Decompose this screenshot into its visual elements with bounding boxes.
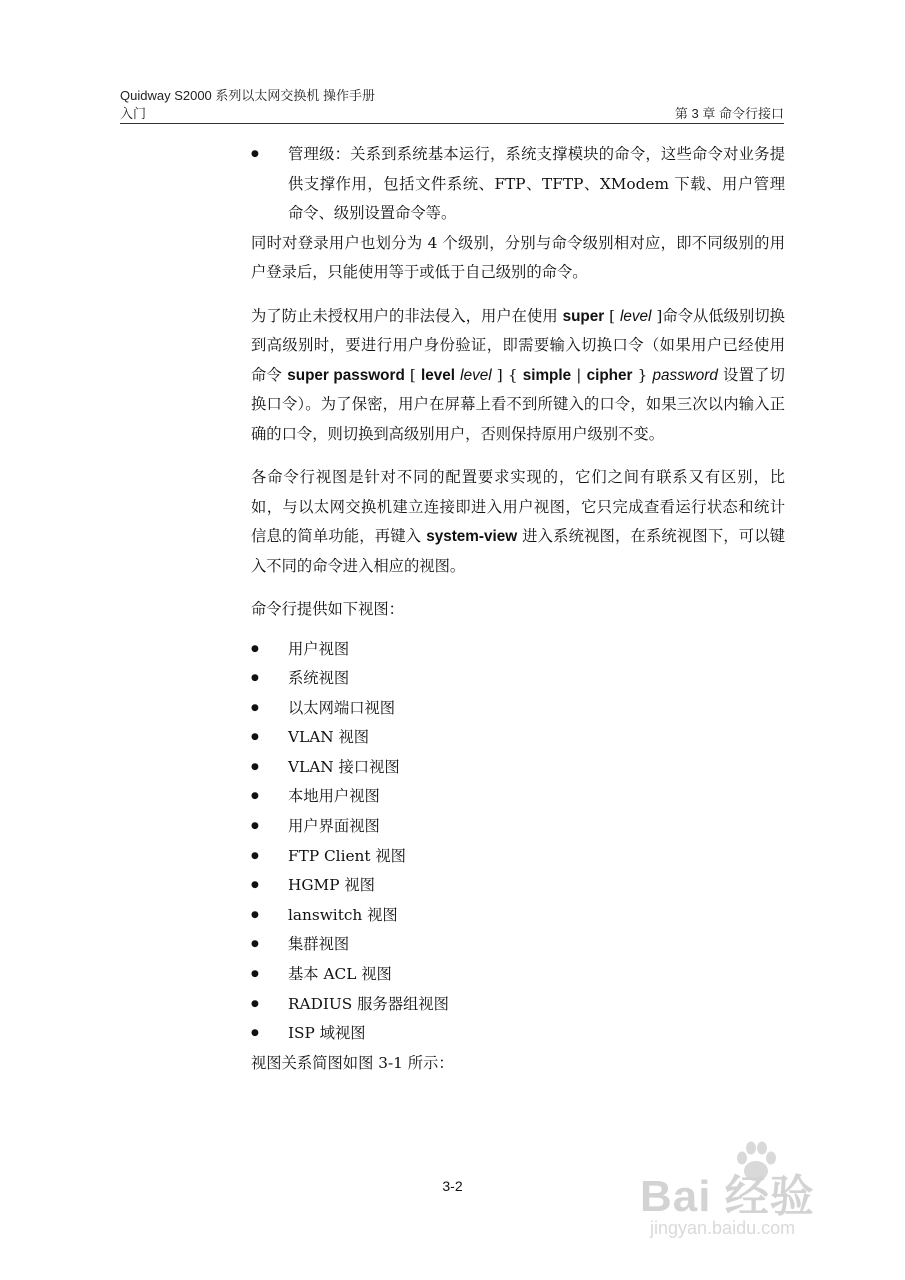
admin-level-bullet	[251, 140, 785, 229]
command-super-password: super password	[287, 366, 405, 384]
page-number: 3-2	[442, 1178, 463, 1194]
keyword-simple: simple	[522, 366, 572, 384]
header-line-2	[120, 105, 784, 123]
list-item	[251, 723, 785, 753]
paragraph-figure-ref: 视图关系简图如图 3-1 所示：	[251, 1053, 454, 1072]
view-name: VLAN 视图	[288, 728, 370, 747]
text: [	[404, 365, 422, 384]
arg-level: level	[619, 307, 652, 325]
baidu-watermark	[640, 1140, 880, 1250]
list-item	[251, 753, 785, 783]
bullet-icon: ●	[251, 791, 259, 802]
watermark-brand: Bai 经验	[640, 1172, 815, 1221]
bullet-icon: ●	[251, 969, 259, 980]
list-item	[251, 812, 785, 842]
list-item	[251, 1019, 785, 1049]
arg-password: password	[652, 366, 718, 384]
text: |	[571, 365, 587, 384]
view-name: 集群视图	[288, 935, 350, 954]
view-name: 系统视图	[288, 669, 350, 688]
list-item	[251, 990, 785, 1020]
view-name: 用户界面视图	[288, 817, 380, 836]
bullet-icon: ●	[251, 909, 259, 920]
manual-title: Quidway S2000 系列以太网交换机 操作手册	[120, 88, 376, 103]
text: }	[632, 365, 653, 384]
bullet-icon: ●	[251, 673, 259, 684]
bullet-icon: ●	[251, 702, 259, 713]
admin-level-text: 管理级：关系到系统基本运行，系统支撑模块的命令，这些命令对业务提供支撑作用，包括文件系统、FTP、TFTP、XModem 下载、用户管理命令、级别设置命令等。	[288, 145, 785, 222]
bullet-icon: ●	[251, 732, 259, 743]
bullet-icon: ●	[251, 939, 259, 950]
command-system-view: system-view	[426, 528, 518, 545]
bullet-icon: ●	[251, 149, 259, 159]
bullet-icon: ●	[251, 761, 259, 772]
list-item	[251, 842, 785, 872]
paragraph-views-intro: 命令行提供如下视图：	[251, 600, 404, 618]
list-item	[251, 664, 785, 694]
command-super: super	[562, 307, 605, 325]
view-name: 用户视图	[288, 639, 350, 658]
main-content	[251, 140, 785, 1092]
view-name: VLAN 接口视图	[288, 757, 400, 776]
text: 各命令行视图是针对不同的配置要求实现的，它们之间有联系又有区别，比如，与以太网交换机建立连接即进入用户视图，它只完成查看运行状态和统计信息的简单功能，再键入	[251, 468, 785, 545]
watermark-url: jingyan.baidu.com	[650, 1218, 796, 1238]
paragraph-super-command	[251, 302, 785, 450]
chapter-label: 第 3 章 命令行接口	[674, 106, 784, 121]
list-item	[251, 960, 785, 990]
view-name: lanswitch 视图	[288, 905, 398, 924]
bullet-icon: ●	[251, 998, 259, 1009]
view-name: ISP 域视图	[288, 1024, 366, 1043]
view-name: RADIUS 服务器组视图	[288, 994, 449, 1013]
view-name: 基本 ACL 视图	[288, 965, 392, 984]
view-name: FTP Client 视图	[288, 846, 406, 865]
view-name: 本地用户视图	[288, 787, 380, 806]
list-item	[251, 930, 785, 960]
views-list	[251, 635, 785, 1049]
view-name: HGMP 视图	[288, 876, 375, 895]
header-divider	[120, 123, 784, 124]
bullet-icon: ●	[251, 850, 259, 861]
keyword-cipher: cipher	[586, 366, 633, 384]
text: ]命令从低级别切换到高级别时，要进行用户身份验证，即需要输入切换口令（如果用户已经使用命令	[251, 306, 785, 384]
list-item	[251, 694, 785, 724]
text: [	[604, 306, 620, 325]
text: 进入系统视图，在系统视图下，可以键入不同的命令进入相应的视图。	[251, 527, 785, 575]
list-item	[251, 635, 785, 665]
text: ] {	[491, 365, 523, 384]
list-item	[251, 782, 785, 812]
bullet-icon: ●	[251, 1028, 259, 1039]
bullet-icon: ●	[251, 821, 259, 832]
arg-level-value: level	[460, 366, 492, 384]
list-item	[251, 901, 785, 931]
page-header	[120, 87, 784, 123]
paragraph-user-levels: 同时对登录用户也划分为 4 个级别，分别与命令级别相对应，即不同级别的用户登录后，只能使用等于或低于自己级别的命令。	[251, 233, 785, 281]
paragraph-command-views	[251, 463, 785, 581]
text: 设置了切换口令）。为了保密，用户在屏幕上看不到所键入的口令，如果三次以内输入正确的口令，则切换到高级别用户，否则保持原用户级别不变。	[251, 365, 785, 443]
view-name: 以太网端口视图	[288, 698, 396, 717]
list-item	[251, 871, 785, 901]
section-label: 入门	[120, 106, 147, 121]
bullet-icon: ●	[251, 643, 259, 654]
keyword-level: level	[421, 366, 456, 384]
bullet-icon: ●	[251, 880, 259, 891]
text: 为了防止未授权用户的非法侵入，用户在使用	[251, 306, 563, 325]
